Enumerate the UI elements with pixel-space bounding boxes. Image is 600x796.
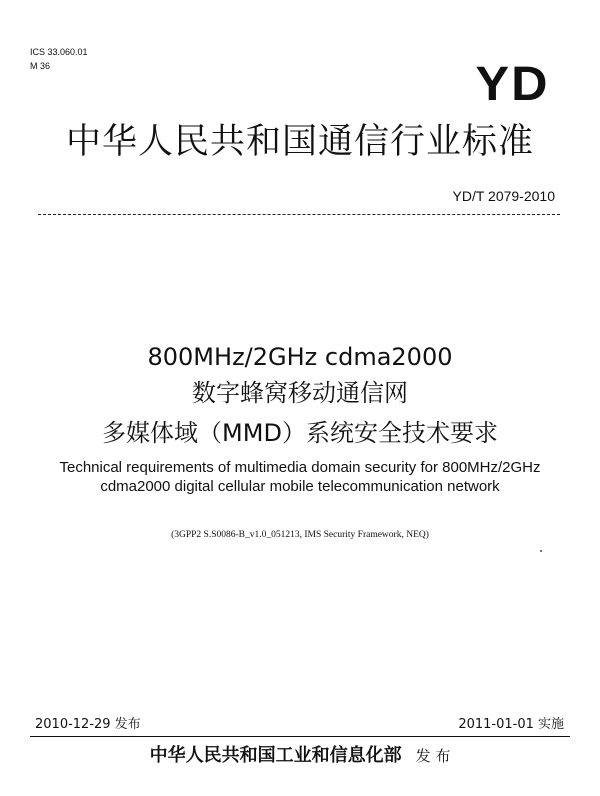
effective-date: 2011-01-01 实施: [458, 717, 564, 732]
title-line-1: 800MHz/2GHz cdma2000: [147, 343, 453, 371]
issuer-suffix: 发 布: [415, 747, 451, 765]
header-divider: [38, 214, 560, 215]
reference-note: (3GPP2 S.S0086-B_v1.0_051213, IMS Security Framework, NEQ): [171, 530, 429, 540]
ics-code: ICS 33.060.01: [30, 47, 88, 57]
standard-number: YD/T 2079-2010: [452, 188, 555, 204]
english-title: Technical requirements of multimedia domain security for 800MHz/2GHz cdma2000 digital cellular mobile telecommunication network: [59, 459, 541, 495]
scan-speck: [540, 550, 542, 552]
issue-date: 2010-12-29 发布: [35, 717, 141, 732]
yd-logo: YD: [475, 58, 550, 111]
issuer-name: 中华人民共和国工业和信息化部: [149, 745, 402, 766]
title-line-2: 数字蜂窝移动通信网: [192, 379, 408, 407]
footer-divider: [30, 736, 570, 737]
title-line-3: 多媒体域（MMD）系统安全技术要求: [102, 419, 498, 447]
classification-code: M 36: [30, 61, 51, 71]
issuer-line: [0, 745, 600, 767]
org-standard-title: 中华人民共和国通信行业标准: [65, 122, 534, 162]
